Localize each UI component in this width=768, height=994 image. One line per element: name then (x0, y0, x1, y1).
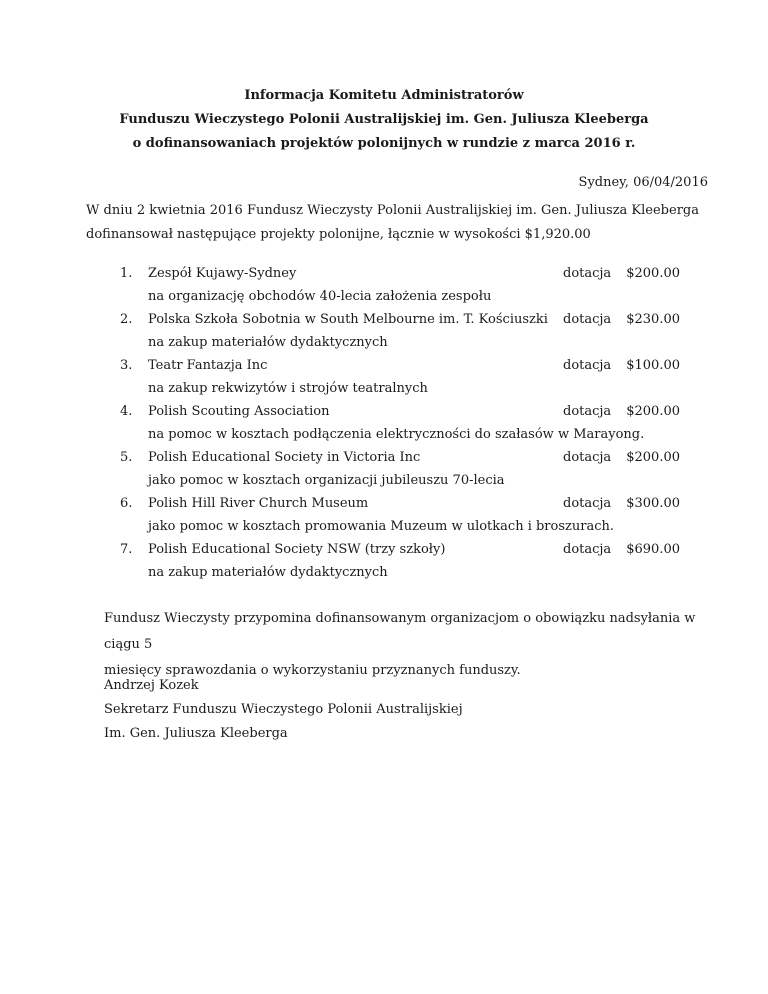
signatory-title: Sekretarz Funduszu Wieczystego Polonii Australijskiej (104, 702, 463, 717)
intro-line-1: W dniu 2 kwietnia 2016 Fundusz Wieczysty Polonii Australijskiej im. Gen. Juliusza Kleeberga (86, 203, 699, 218)
grant-type: dotacja (563, 312, 612, 327)
grant-number: 5. (120, 450, 133, 465)
grant-type: dotacja (563, 358, 612, 373)
grant-purpose: jako pomoc w kosztach organizacji jubileuszu 70-lecia (148, 473, 505, 488)
grant-purpose: na zakup rekwizytów i strojów teatralnych (148, 381, 428, 396)
grant-number: 4. (120, 404, 133, 419)
grant-item (120, 400, 680, 446)
grant-item (120, 308, 680, 354)
reminder-line-2: miesięcy sprawozdania o wykorzystaniu przyznanych funduszy. (104, 663, 521, 678)
grant-item (120, 262, 680, 308)
grant-amount: $200.00 (626, 450, 680, 465)
grants-list (120, 262, 680, 584)
grant-type: dotacja (563, 266, 612, 281)
document-date: Sydney, 06/04/2016 (578, 175, 708, 190)
intro-paragraph (86, 199, 726, 247)
grant-amount: $200.00 (626, 404, 680, 419)
grant-item (120, 446, 680, 492)
grant-number: 2. (120, 312, 133, 327)
grant-number: 7. (120, 542, 133, 557)
header-line-3: o dofinansowaniach projektów polonijnych w rundzie z marca 2016 r. (132, 136, 636, 151)
grant-item (120, 538, 680, 584)
grant-recipient: Polska Szkoła Sobotnia w South Melbourne im. T. Kościuszki (148, 312, 548, 327)
grant-recipient: Polish Educational Society in Victoria Inc (148, 450, 421, 465)
grant-amount: $300.00 (626, 496, 680, 511)
header-line-1: Informacja Komitetu Administratorów (244, 88, 524, 103)
grant-amount: $200.00 (626, 266, 680, 281)
grant-number: 3. (120, 358, 133, 373)
grant-recipient: Polish Educational Society NSW (trzy szkoły) (148, 542, 446, 557)
reminder-paragraph (104, 606, 724, 684)
header-line-2: Funduszu Wieczystego Polonii Australijskiej im. Gen. Juliusza Kleeberga (119, 112, 649, 127)
grant-number: 1. (120, 266, 133, 281)
grant-purpose: na zakup materiałów dydaktycznych (148, 565, 388, 580)
grant-recipient: Zespół Kujawy-Sydney (148, 266, 297, 281)
grant-purpose: na zakup materiałów dydaktycznych (148, 335, 388, 350)
grant-purpose: jako pomoc w kosztach promowania Muzeum w ulotkach i broszurach. (148, 519, 614, 534)
grant-amount: $690.00 (626, 542, 680, 557)
signature-block (104, 674, 463, 746)
grant-purpose: na pomoc w kosztach podłączenia elektryczności do szałasów w Marayong. (148, 427, 645, 442)
grant-type: dotacja (563, 450, 612, 465)
reminder-line-1: Fundusz Wieczysty przypomina dofinansowanym organizacjom o obowiązku nadsyłania w ciągu 5 (104, 611, 696, 652)
grant-type: dotacja (563, 404, 612, 419)
grant-recipient: Polish Scouting Association (148, 404, 330, 419)
intro-line-2: dofinansował następujące projekty polonijne, łącznie w wysokości $1,920.00 (86, 227, 591, 242)
grant-number: 6. (120, 496, 133, 511)
grant-purpose: na organizację obchodów 40-lecia założenia zespołu (148, 289, 492, 304)
grant-type: dotacja (563, 496, 612, 511)
signatory-name: Andrzej Kozek (104, 678, 199, 693)
grant-item (120, 492, 680, 538)
document-header (0, 84, 768, 156)
grant-recipient: Teatr Fantazja Inc (148, 358, 268, 373)
grant-amount: $230.00 (626, 312, 680, 327)
grant-amount: $100.00 (626, 358, 680, 373)
signatory-title-continued: Im. Gen. Juliusza Kleeberga (104, 726, 288, 741)
grant-recipient: Polish Hill River Church Museum (148, 496, 369, 511)
grant-type: dotacja (563, 542, 612, 557)
grant-item (120, 354, 680, 400)
